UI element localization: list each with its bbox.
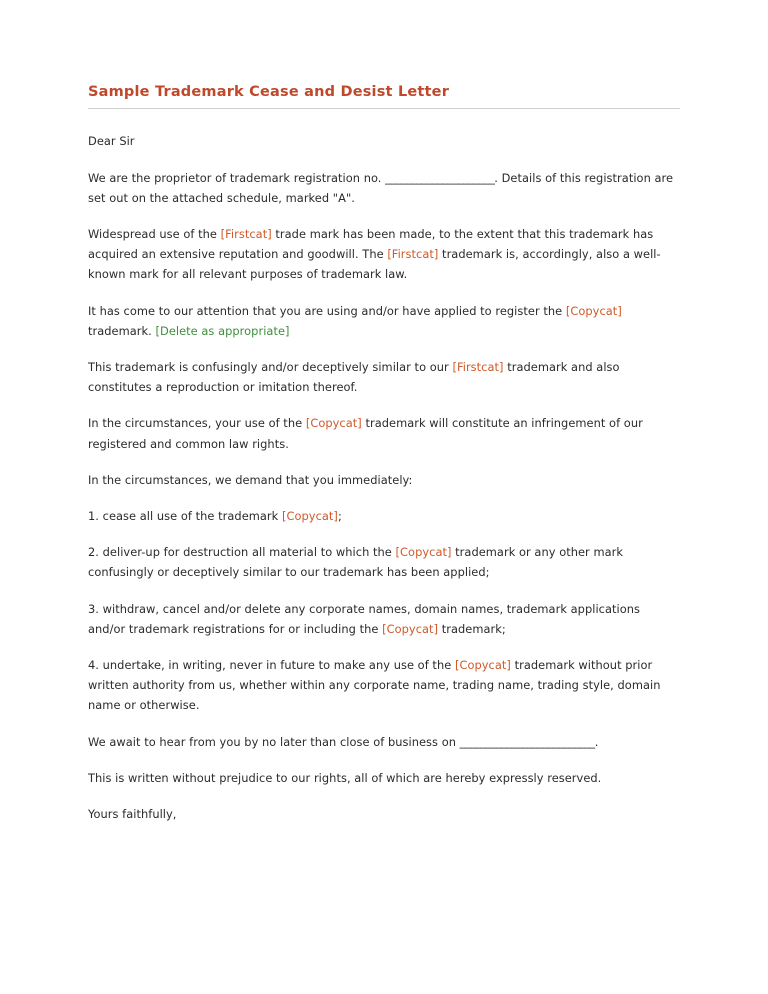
paragraph-registration	[88, 168, 680, 208]
demand-item-3	[88, 599, 680, 639]
paragraph-demand-intro: In the circumstances, we demand that you immediately:	[88, 472, 413, 487]
paragraph-attention	[88, 301, 680, 341]
placeholder-firstcat: [Firstcat]	[220, 227, 272, 241]
text-segment: We await to hear from you by no later than close of business on	[88, 734, 460, 749]
placeholder-copycat: [Copycat]	[382, 621, 439, 636]
placeholder-firstcat: [Firstcat]	[452, 360, 504, 375]
placeholder-copycat: [Copycat]	[305, 416, 362, 431]
text-segment: trademark.	[88, 323, 156, 338]
text-segment: It has come to our attention that you are using and/or have applied to register the	[88, 303, 566, 318]
text-segment: This trademark is confusingly and/or deceptively similar to our	[88, 360, 453, 375]
paragraph-infringement	[88, 413, 680, 453]
paragraph-widespread-use	[88, 224, 680, 285]
text-segment: 1. cease all use of the trademark	[88, 509, 282, 524]
demand-item-4	[88, 655, 680, 716]
salutation: Dear Sir	[88, 134, 135, 149]
placeholder-firstcat: [Firstcat]	[387, 247, 439, 262]
demand-item-1	[88, 506, 680, 526]
text-segment: 2. deliver-up for destruction all material to which the	[88, 545, 396, 560]
text-segment: 3. withdraw, cancel and/or delete any corporate names, domain names, trademark applications and/or trademark registrations for or including the	[88, 601, 641, 636]
text-segment: trademark;	[438, 621, 506, 636]
text-segment: .	[594, 734, 599, 749]
text-segment: trade mark has been made, to the extent that this trademark has acquired an extensive reputation and goodwill. The	[88, 227, 654, 262]
page-title: Sample Trademark Cease and Desist Letter	[88, 84, 680, 109]
text-segment: 4. undertake, in writing, never in future to make any use of the	[88, 658, 455, 673]
paragraph-confusingly-similar	[88, 357, 680, 397]
text-segment: Widespread use of the	[88, 227, 221, 241]
editorial-note-delete-as-appropriate: [Delete as appropriate]	[155, 323, 290, 338]
letter-body	[88, 84, 680, 840]
placeholder-copycat: [Copycat]	[565, 303, 622, 318]
text-segment: trademark without prior written authority from us, whether within any corporate name, trading name, trading style, domain name or otherwise.	[88, 658, 661, 713]
paragraph-deadline	[88, 732, 680, 752]
closing-signoff: Yours faithfully,	[88, 807, 177, 822]
text-segment: trademark is, accordingly, also a well-known mark for all relevant purposes of trademark law.	[88, 247, 661, 282]
text-segment: trademark and also constitutes a reproduction or imitation thereof.	[88, 360, 620, 395]
demand-item-2	[88, 542, 680, 582]
text-segment: In the circumstances, your use of the	[88, 416, 306, 431]
blank-line-registration-no: _____________________	[385, 170, 495, 185]
text-segment: trademark will constitute an infringement of our registered and common law rights.	[88, 416, 643, 451]
placeholder-copycat: [Copycat]	[281, 509, 338, 524]
paragraph-without-prejudice: This is written without prejudice to our rights, all of which are hereby expressly reserved.	[88, 770, 602, 785]
text-segment: ;	[337, 509, 342, 524]
text-segment: . Details of this registration are set out on the attached schedule, marked "A".	[88, 170, 674, 205]
placeholder-copycat: [Copycat]	[454, 658, 511, 673]
text-segment: We are the proprietor of trademark registration no.	[88, 170, 386, 185]
text-segment: trademark or any other mark confusingly or deceptively similar to our trademark has been applied;	[88, 545, 624, 580]
blank-line-deadline-date: __________________________	[459, 734, 595, 749]
placeholder-copycat: [Copycat]	[395, 545, 452, 560]
